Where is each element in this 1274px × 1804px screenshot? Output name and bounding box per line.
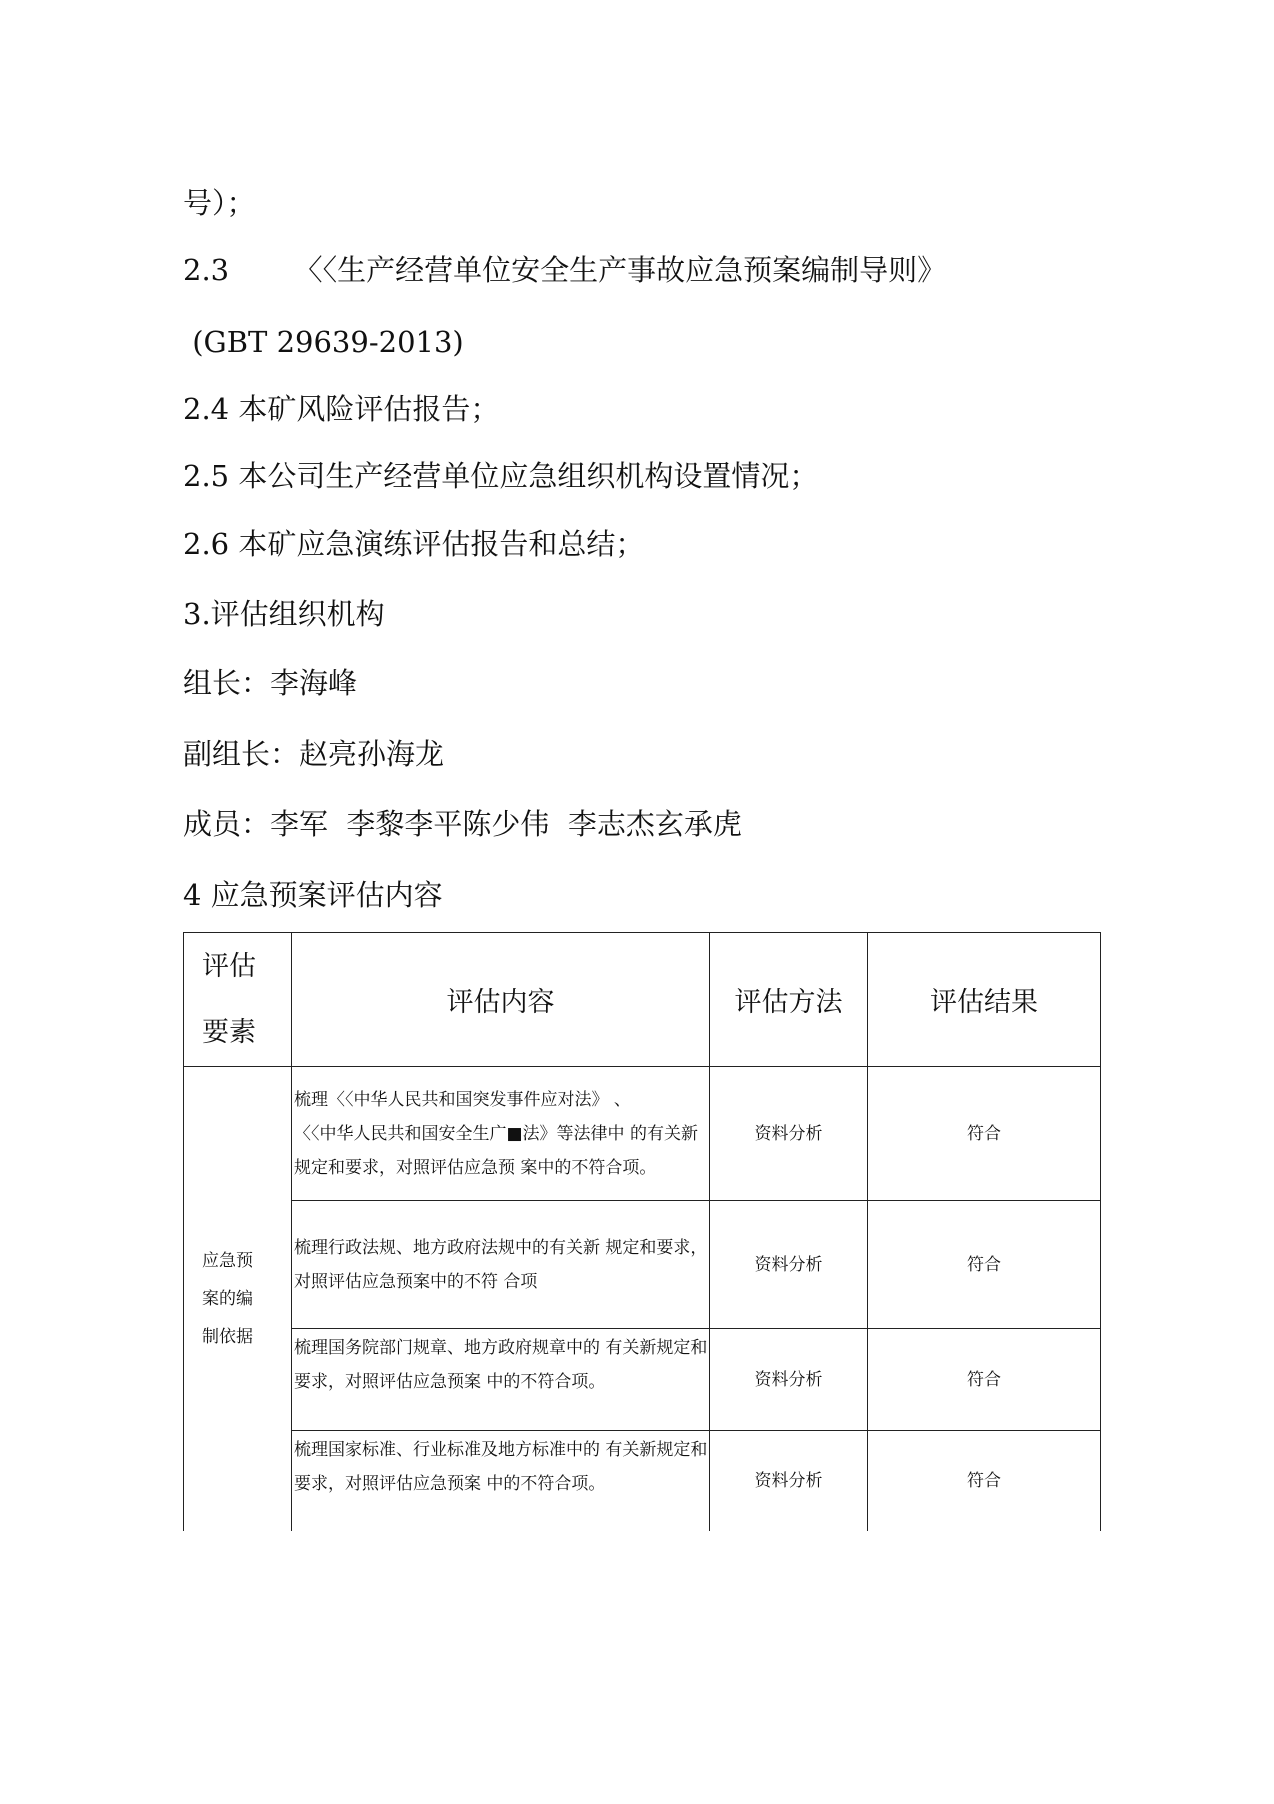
text-line: 2.4 本矿风险评估报告； xyxy=(183,392,500,426)
section-heading: 3.评估组织机构 xyxy=(183,597,385,631)
section-heading: 4 应急预案评估内容 xyxy=(183,878,443,912)
text-line: (GBT 29639-2013) xyxy=(183,325,464,359)
header-method: 评估方法 xyxy=(710,933,868,1067)
header-element: 评估 要素 xyxy=(184,933,292,1067)
text-line: 组长：李海峰 xyxy=(183,666,358,700)
text-line: 号）； xyxy=(183,186,256,220)
text-line: 副组长：赵亮孙海龙 xyxy=(183,737,445,771)
content-cell: 梳理国务院部门规章、地方政府规章中的 有关新规定和要求，对照评估应急预案 中的不符合项。 xyxy=(292,1329,710,1431)
element-cell: 应急预 案的编 制依据 xyxy=(184,1067,292,1531)
content-cell: 梳理〈〈中华人民共和国突发事件应对法》 、 〈〈中华人民共和国安全生广■法》等法律中 的有关新规定和要求，对照评估应急预 案中的不符合项。 xyxy=(292,1067,710,1201)
header-result: 评估结果 xyxy=(868,933,1101,1067)
result-cell: 符合 xyxy=(868,1201,1101,1329)
table-row xyxy=(184,1067,1101,1201)
text-line: 成员：李军 李黎李平陈少伟 李志杰玄承虎 xyxy=(183,807,742,841)
content-cell: 梳理国家标准、行业标准及地方标准中的 有关新规定和要求，对照评估应急预案 中的不符合项。 xyxy=(292,1431,710,1531)
result-cell: 符合 xyxy=(868,1067,1101,1201)
result-cell: 符合 xyxy=(868,1329,1101,1431)
method-cell: 资料分析 xyxy=(710,1067,868,1201)
table-row xyxy=(184,1431,1101,1531)
table-header-row xyxy=(184,933,1101,1067)
table-row xyxy=(184,1201,1101,1329)
header-content: 评估内容 xyxy=(292,933,710,1067)
content-cell: 梳理行政法规、地方政府法规中的有关新 规定和要求，对照评估应急预案中的不符 合项 xyxy=(292,1201,710,1329)
method-cell: 资料分析 xyxy=(710,1431,868,1531)
table-row xyxy=(184,1329,1101,1431)
result-cell: 符合 xyxy=(868,1431,1101,1531)
text-line: 2.6 本矿应急演练评估报告和总结； xyxy=(183,527,645,561)
evaluation-table xyxy=(183,932,1101,1531)
text-line: 2.5 本公司生产经营单位应急组织机构设置情况； xyxy=(183,459,819,493)
method-cell: 资料分析 xyxy=(710,1329,868,1431)
text-line: 2.3 〈〈生产经营单位安全生产事故应急预案编制导则》 xyxy=(183,253,947,287)
method-cell: 资料分析 xyxy=(710,1201,868,1329)
